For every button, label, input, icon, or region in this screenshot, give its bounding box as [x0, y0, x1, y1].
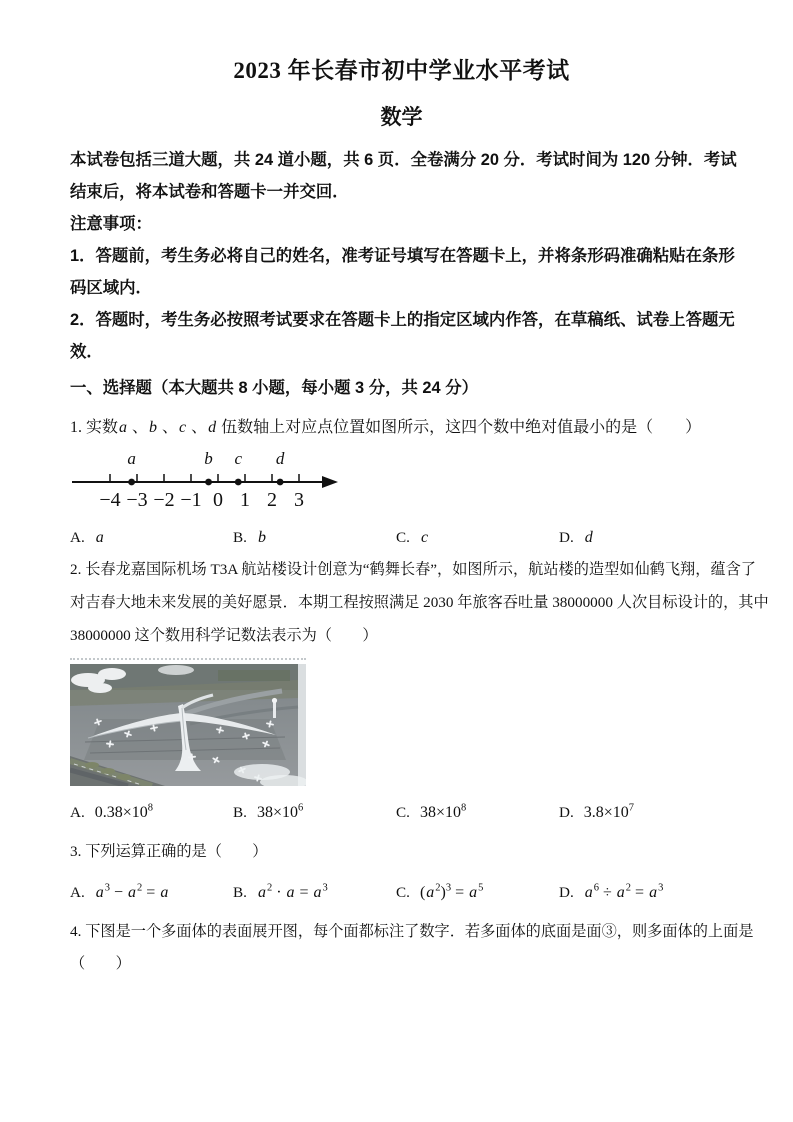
- question-2-stem: [70, 553, 769, 652]
- svg-text:−4: −4: [99, 489, 121, 511]
- choice-formula: $38\times 10^6$: [256, 802, 304, 821]
- svg-text:b: b: [204, 450, 213, 468]
- svg-text:2: 2: [267, 489, 277, 511]
- text-line: 4. 下图是一个多面体的表面展开图，每个面都标注了数字．若多面体的底面是面③，则多面体的上面是: [70, 923, 754, 940]
- choice: [396, 878, 559, 908]
- choice-label: D.: [559, 804, 574, 821]
- text-line: 2．答题时，考生务必按照考试要求在答题卡上的指定区域内作答，在草稿纸、试卷上答题无: [70, 311, 735, 329]
- exam-subject: 数学: [380, 105, 423, 129]
- svg-text:3: 3: [294, 489, 304, 511]
- choice: [559, 523, 733, 553]
- choice-formula: a: [95, 529, 104, 546]
- choice-label: D.: [559, 529, 574, 546]
- text-line: 效．: [70, 343, 103, 361]
- choice-label: D.: [559, 884, 574, 901]
- choice: [233, 523, 396, 553]
- exam-title: 2023 年长春市初中学业水平考试: [233, 58, 570, 83]
- svg-text:c: c: [234, 450, 243, 468]
- number-line-svg: [70, 450, 342, 514]
- notes: [70, 208, 733, 368]
- svg-text:a: a: [127, 450, 136, 468]
- choice-formula: $38\times 10^8$: [419, 802, 467, 821]
- choice-formula: $0.38\times 10^8$: [94, 802, 154, 821]
- text-line: 码区域内．: [70, 279, 152, 297]
- choice-formula: b: [257, 529, 266, 546]
- choice-label: A.: [70, 884, 85, 901]
- choice: [70, 523, 233, 553]
- svg-text:d: d: [275, 450, 285, 468]
- text-line: 本试卷包括三道大题，共 24 道小题，共 6 页．全卷满分 20 分．考试时间为 120 分钟．考试: [70, 151, 737, 169]
- text-line: 结束后，将本试卷和答题卡一并交回．: [70, 183, 349, 201]
- choice-formula: $a^6 \div a^2 = a^3$: [584, 882, 664, 901]
- choice-formula: c: [420, 529, 429, 546]
- svg-text:1: 1: [240, 489, 250, 511]
- choice: [70, 878, 233, 908]
- choice-label: C.: [396, 804, 410, 821]
- choice-label: B.: [233, 529, 247, 546]
- choice-formula: $a^2 \cdot a = a^3$: [257, 882, 328, 901]
- choice-formula: $a^3 - a^2 = a$: [95, 882, 169, 901]
- choice: [396, 798, 559, 828]
- choice: [396, 523, 559, 553]
- choice-label: B.: [233, 884, 247, 901]
- question-1-stem: 1. 实数a 、b 、c 、d 伍数轴上对应点位置如图所示，这四个数中绝对值最小的是（ ）: [70, 419, 702, 436]
- choice: [559, 878, 733, 908]
- svg-text:−2: −2: [153, 489, 175, 511]
- choice: [233, 878, 396, 908]
- choice-formula: $(a^2)^3 = a^5$: [419, 882, 484, 901]
- svg-text:−1: −1: [180, 489, 202, 511]
- question-2-choices: [70, 798, 733, 828]
- question-3-choices: [70, 878, 733, 908]
- airport-photo: [70, 664, 306, 786]
- question-4-stem: [70, 916, 754, 980]
- section-heading: 一、选择题（本大题共 8 小题，每小题 3 分，共 24 分）: [70, 379, 478, 397]
- question-3-stem: 3. 下列运算正确的是（ ）: [70, 843, 268, 860]
- text-line: 2. 长春龙嘉国际机场 T3A 航站楼设计创意为“鹤舞长春”，如图所示，航站楼的造型如仙鹤飞翔，蕴含了: [70, 561, 756, 578]
- choice-label: A.: [70, 804, 85, 821]
- choice-label: A.: [70, 529, 85, 546]
- svg-text:0: 0: [213, 489, 223, 511]
- choice-label: B.: [233, 804, 247, 821]
- text-line: （ ）: [70, 955, 131, 972]
- question-2-figure: [70, 658, 306, 786]
- choice: [559, 798, 733, 828]
- question-1-choices: [70, 523, 733, 553]
- text-line: 对吉春大地未来发展的美好愿景．本期工程按照满足 2030 年旅客吞吐量 38000000 人次目标设计的，其中: [70, 594, 769, 611]
- exam-intro: [70, 144, 737, 208]
- choice: [233, 798, 396, 828]
- text-line: 38000000 这个数用科学记数法表示为（ ）: [70, 627, 378, 644]
- choice-formula: $3.8\times 10^7$: [583, 802, 635, 821]
- choice: [70, 798, 233, 828]
- text-line: 1．答题前，考生务必将自己的姓名，准考证号填写在答题卡上，并将条形码准确粘贴在条形: [70, 247, 735, 265]
- choice-label: C.: [396, 884, 410, 901]
- notes-heading: 注意事项：: [70, 215, 152, 233]
- choice-formula: d: [584, 529, 593, 546]
- svg-text:−3: −3: [126, 489, 148, 511]
- number-line-figure: [70, 450, 733, 519]
- choice-label: C.: [396, 529, 410, 546]
